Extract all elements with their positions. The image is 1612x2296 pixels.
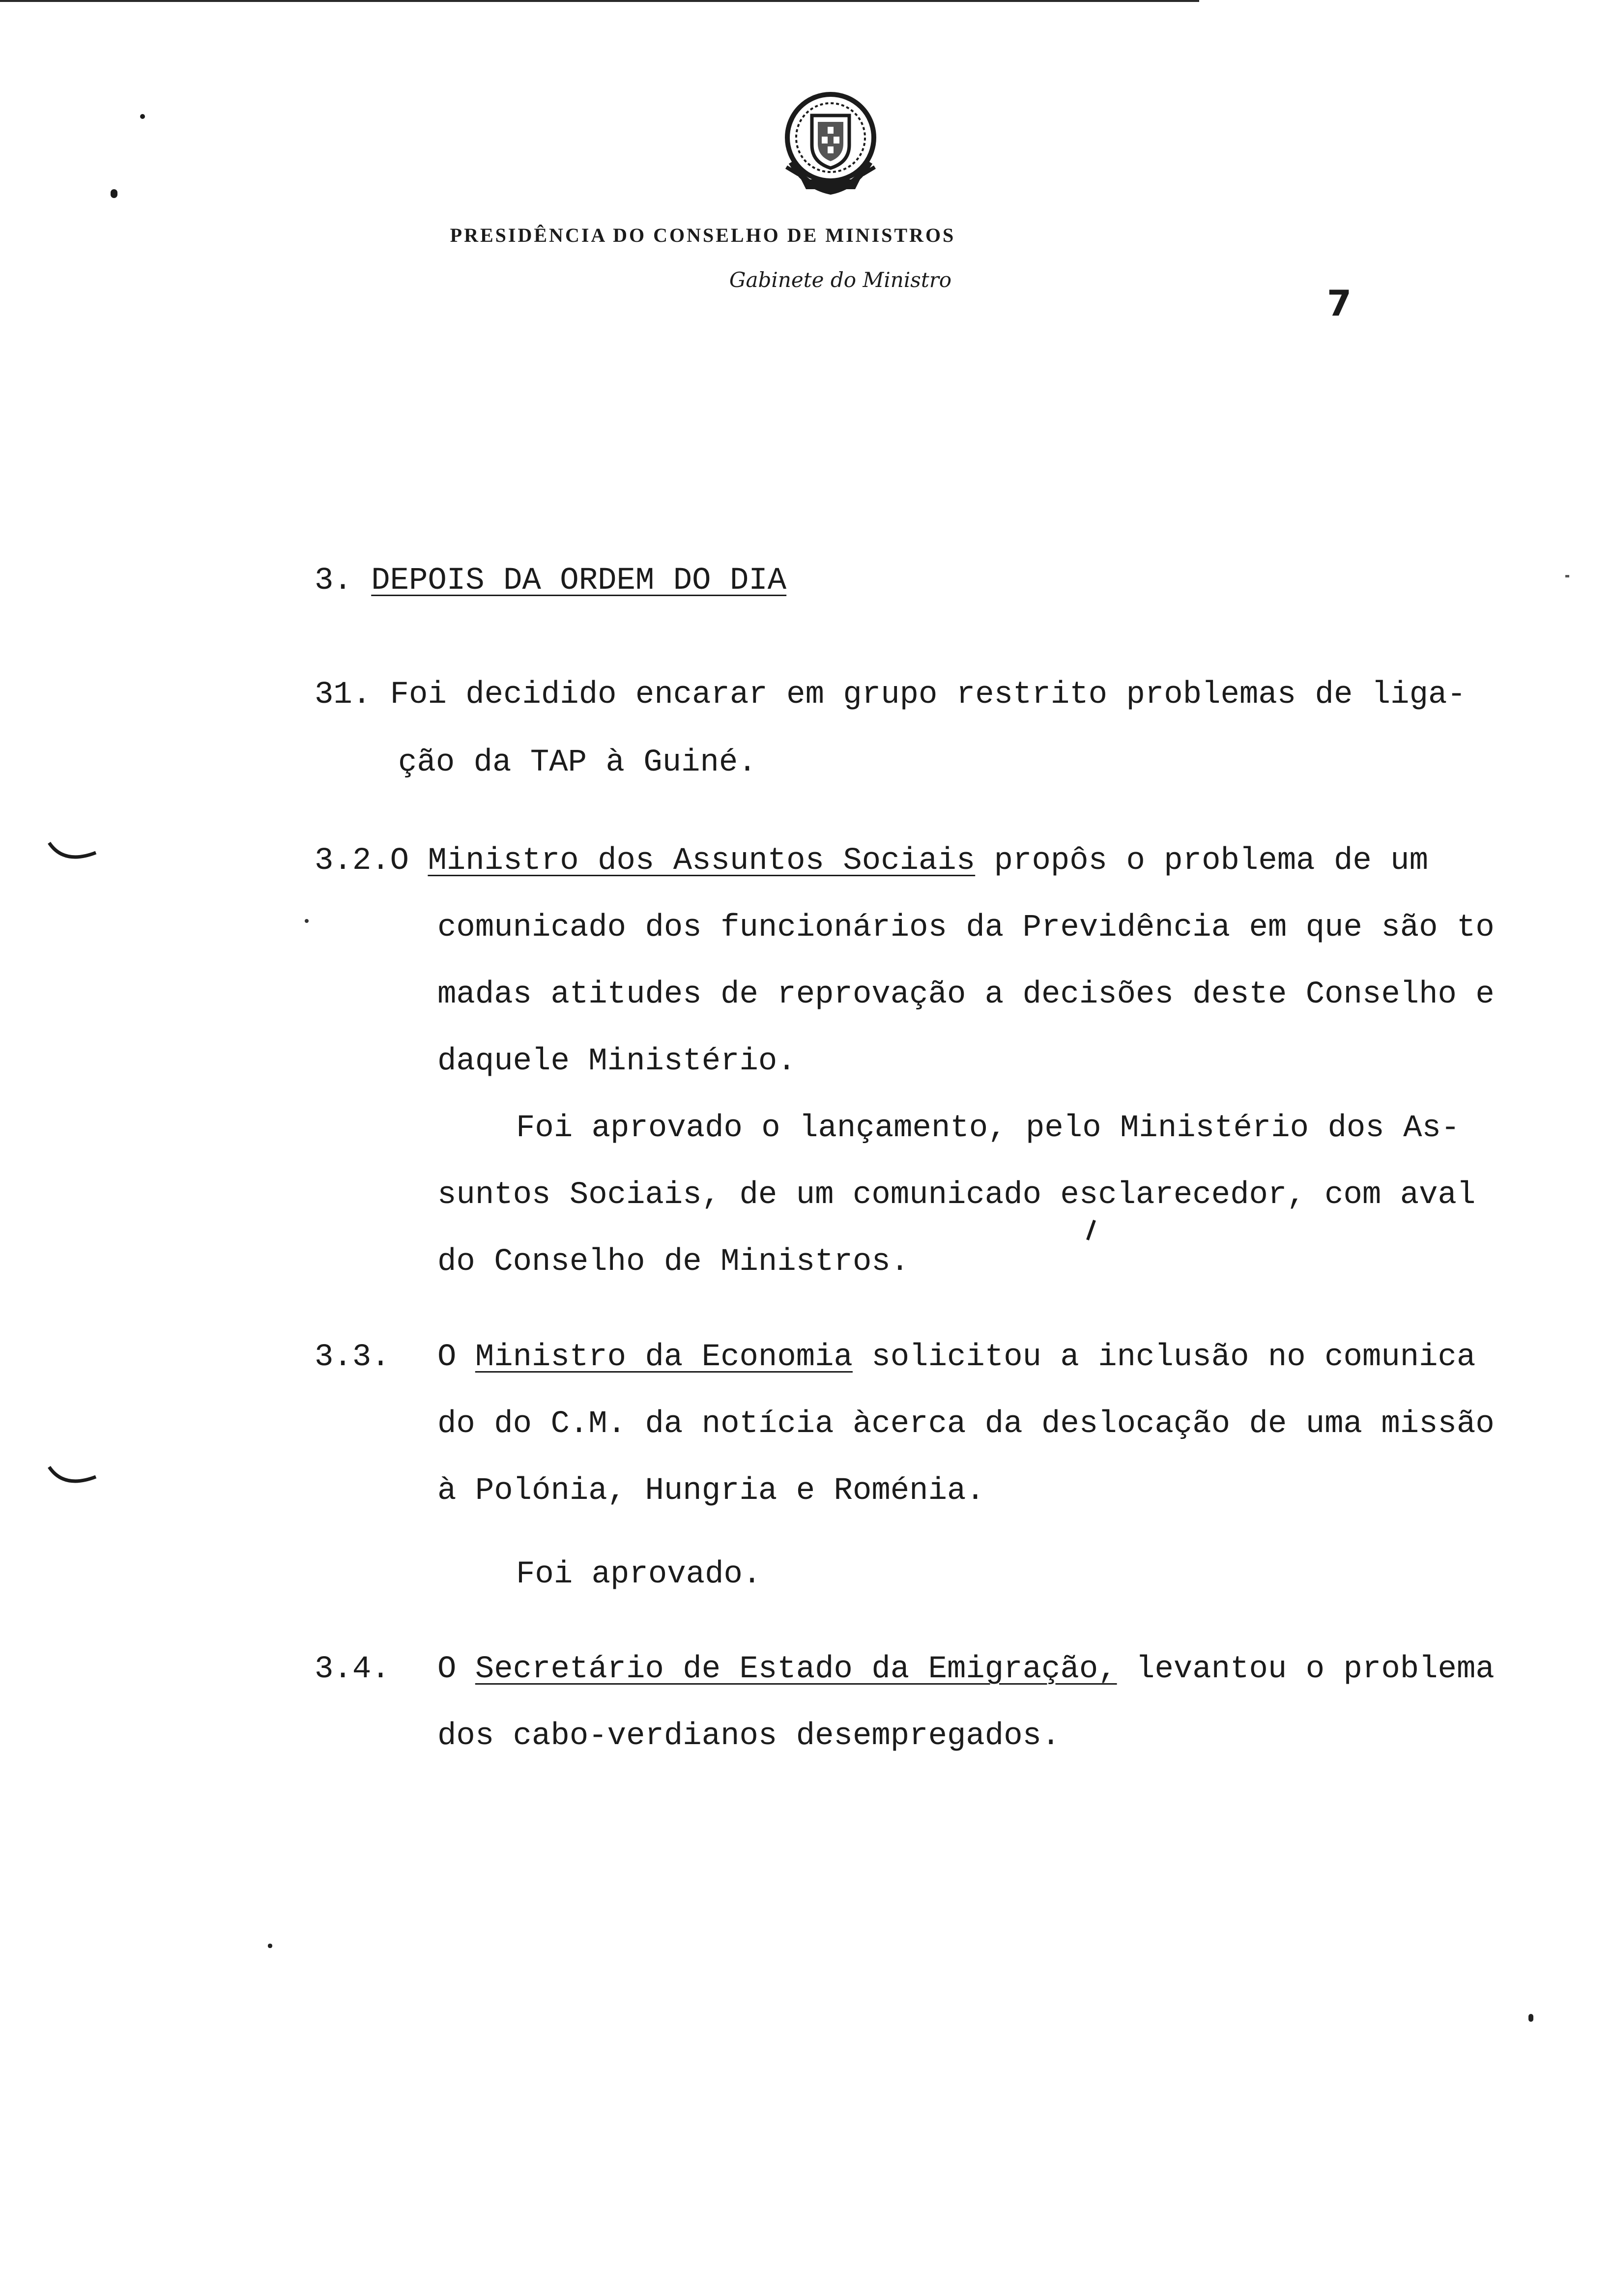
item-32-line-2: comunicado dos funcionários da Previdência em que são to (437, 910, 1495, 946)
item-32-line-7: do Conselho de Ministros. (437, 1244, 910, 1280)
item-33-number: 3.3. (315, 1340, 390, 1375)
item-32-line-5: Foi aprovado o lançamento, pelo Ministério dos As- (516, 1111, 1460, 1146)
section-title: DEPOIS DA ORDEM DO DIA (371, 563, 787, 599)
speck-mark (268, 1944, 272, 1948)
speck-mark (1565, 575, 1569, 577)
item-33-line-2: do do C.M. da notícia àcerca da deslocação de uma missão (437, 1406, 1495, 1442)
item-32-number: 3.2. (315, 843, 390, 879)
item-34-line-1: O Secretário de Estado da Emigração, levantou o problema (437, 1652, 1495, 1687)
item-33-line-3: à Polónia, Hungria e Roménia. (437, 1473, 985, 1509)
item-32-line-4: daquele Ministério. (437, 1044, 796, 1079)
pen-stroke-mark (1084, 1218, 1098, 1242)
institution-name: PRESIDÊNCIA DO CONSELHO DE MINISTROS (450, 224, 956, 246)
item-34-subject: Secretário de Estado da Emigração, (475, 1652, 1117, 1687)
office-name: Gabinete do Ministro (729, 268, 952, 292)
item-32-subject: Ministro dos Assuntos Sociais (428, 843, 976, 879)
speck-mark (305, 919, 309, 923)
item-31-number: 31. (315, 677, 372, 713)
coat-of-arms-icon (772, 88, 890, 206)
item-32-line-6: suntos Sociais, de um comunicado esclarecedor, com aval (437, 1177, 1476, 1213)
item-31-line-1 (315, 679, 1466, 711)
top-border-line (0, 0, 1199, 2)
item-31-line-2: ção da TAP à Guiné. (398, 745, 757, 780)
item-34-line-2: dos cabo-verdianos desempregados. (437, 1719, 1061, 1754)
speck-mark (111, 189, 117, 198)
speck-mark (140, 114, 145, 119)
item-33-line-4: Foi aprovado. (516, 1557, 762, 1592)
page-number: 7 (1327, 283, 1352, 324)
item-33-subject: Ministro da Economia (475, 1340, 853, 1375)
item-34-number: 3.4. (315, 1652, 390, 1687)
margin-tick-mark (44, 835, 103, 870)
item-32-line-1: 3.2.O Ministro dos Assuntos Sociais propôs o problema de um (315, 843, 1428, 879)
item-32-line-3: madas atitudes de reprovação a decisões deste Conselho e (437, 977, 1495, 1012)
speck-mark (1528, 2014, 1533, 2022)
item-33-line-1: O Ministro da Economia solicitou a inclusão no comunica (437, 1340, 1476, 1375)
item-31-text: Foi decidido encarar em grupo restrito problemas de liga- (390, 677, 1466, 713)
margin-tick-mark (44, 1460, 103, 1494)
section-number: 3. (315, 563, 352, 599)
section-heading (315, 565, 786, 597)
